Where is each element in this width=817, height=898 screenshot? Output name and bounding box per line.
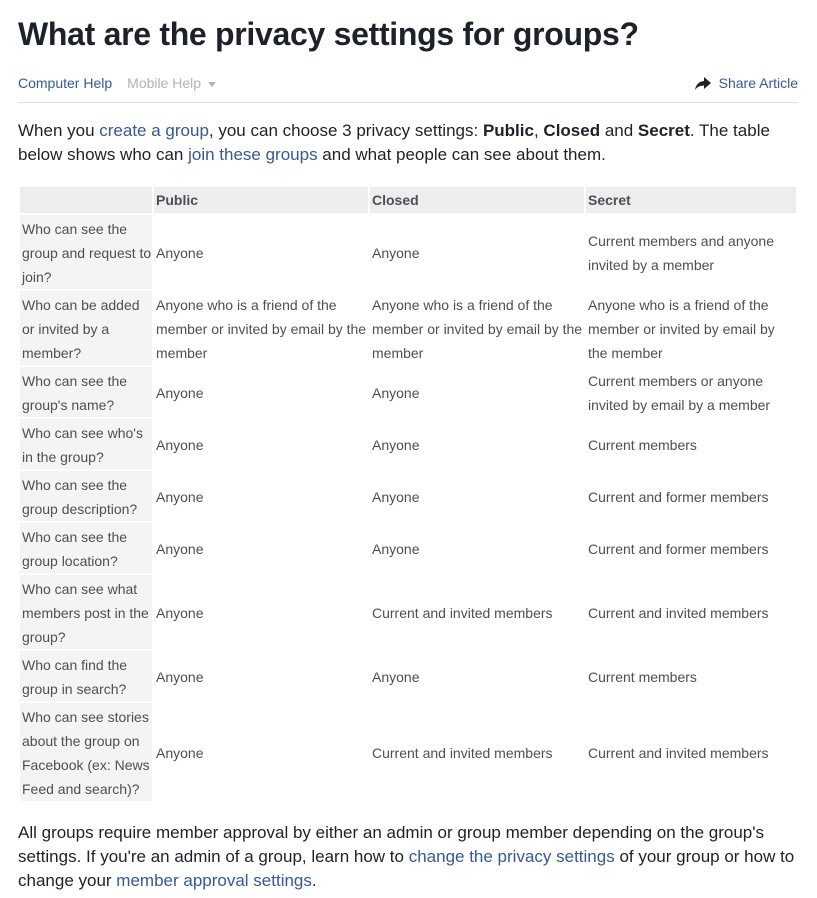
- public-term: Public: [482, 121, 534, 140]
- secret-cell: Current and invited members: [588, 605, 769, 621]
- question-cell: Who can see the group and request to join?: [20, 215, 152, 289]
- mobile-help-label: Mobile Help: [127, 75, 202, 91]
- share-arrow-icon: [695, 77, 711, 90]
- question-cell: Who can see the group description?: [20, 471, 152, 521]
- outro-paragraph: [18, 821, 798, 893]
- public-cell: Anyone: [156, 605, 204, 621]
- intro-text: ,: [533, 121, 544, 140]
- secret-term: Secret: [637, 121, 690, 140]
- secret-cell: Current members: [588, 669, 697, 685]
- public-cell: Anyone: [156, 745, 204, 761]
- header-secret: Secret: [586, 187, 796, 213]
- secret-cell: Current and invited members: [588, 745, 769, 761]
- closed-cell: Anyone: [372, 669, 420, 685]
- secret-cell: Current and former members: [588, 541, 769, 557]
- create-group-link[interactable]: create a group: [99, 121, 209, 140]
- question-cell: Who can find the group in search?: [20, 651, 152, 701]
- privacy-settings-table: [18, 185, 798, 803]
- table-row: [20, 471, 796, 521]
- table-row: [20, 367, 796, 417]
- public-cell: Anyone: [156, 669, 204, 685]
- closed-cell: Anyone: [372, 541, 420, 557]
- intro-text: and: [600, 121, 638, 140]
- closed-cell: Anyone: [372, 437, 420, 453]
- table-row: [20, 523, 796, 573]
- question-cell: Who can be added or invited by a member?: [20, 291, 152, 365]
- header-closed: Closed: [370, 187, 584, 213]
- change-privacy-settings-link[interactable]: change the privacy settings: [408, 847, 615, 866]
- table-row: [20, 651, 796, 701]
- closed-cell: Current and invited members: [372, 605, 553, 621]
- table-row: [20, 575, 796, 649]
- header-blank: [20, 187, 152, 213]
- share-article-label: Share Article: [718, 75, 798, 91]
- question-cell: Who can see who's in the group?: [20, 419, 152, 469]
- public-cell: Anyone who is a friend of the member or invited by email by the member: [156, 297, 367, 361]
- public-cell: Anyone: [156, 245, 204, 261]
- mobile-help-dropdown[interactable]: [127, 75, 216, 91]
- computer-help-tab[interactable]: Computer Help: [18, 75, 113, 91]
- question-cell: Who can see the group's name?: [20, 367, 152, 417]
- outro-text: All groups require member approval by either an admin or group member depending on the group's settings. If you're an admin of a group, learn how to: [18, 823, 765, 866]
- table-header-row: [20, 187, 796, 213]
- intro-text: , you can choose 3 privacy settings:: [208, 121, 483, 140]
- intro-text: When you: [18, 121, 100, 140]
- public-cell: Anyone: [156, 489, 204, 505]
- closed-cell: Anyone who is a friend of the member or invited by email by the member: [372, 297, 583, 361]
- question-cell: Who can see stories about the group on Facebook (ex: News Feed and search)?: [20, 703, 152, 801]
- table-row: [20, 291, 796, 365]
- table-row: [20, 419, 796, 469]
- header-public: Public: [154, 187, 368, 213]
- help-nav: [18, 73, 798, 103]
- secret-cell: Current and former members: [588, 489, 769, 505]
- page-title: What are the privacy settings for groups?: [18, 16, 639, 52]
- closed-cell: Anyone: [372, 489, 420, 505]
- intro-text: and what people can see about them.: [317, 145, 606, 164]
- secret-cell: Current members and anyone invited by a member: [588, 233, 774, 273]
- secret-cell: Anyone who is a friend of the member or invited by email by the member: [588, 297, 775, 361]
- closed-term: Closed: [543, 121, 601, 140]
- secret-cell: Current members or anyone invited by email by a member: [588, 373, 771, 413]
- question-cell: Who can see what members post in the group?: [20, 575, 152, 649]
- member-approval-settings-link[interactable]: member approval settings: [116, 871, 312, 890]
- table-row: [20, 703, 796, 801]
- secret-cell: Current members: [588, 437, 697, 453]
- outro-text: .: [311, 871, 317, 890]
- outro-text: of your group or how to change your: [18, 847, 795, 890]
- intro-text: . The table below shows who can: [18, 121, 770, 164]
- chevron-down-icon: [208, 82, 216, 87]
- share-article-button[interactable]: [695, 75, 798, 91]
- table-row: [20, 215, 796, 289]
- public-cell: Anyone: [156, 385, 204, 401]
- intro-paragraph: [18, 119, 798, 167]
- closed-cell: Current and invited members: [372, 745, 553, 761]
- closed-cell: Anyone: [372, 245, 420, 261]
- public-cell: Anyone: [156, 541, 204, 557]
- public-cell: Anyone: [156, 437, 204, 453]
- question-cell: Who can see the group location?: [20, 523, 152, 573]
- join-groups-link[interactable]: join these groups: [188, 145, 318, 164]
- closed-cell: Anyone: [372, 385, 420, 401]
